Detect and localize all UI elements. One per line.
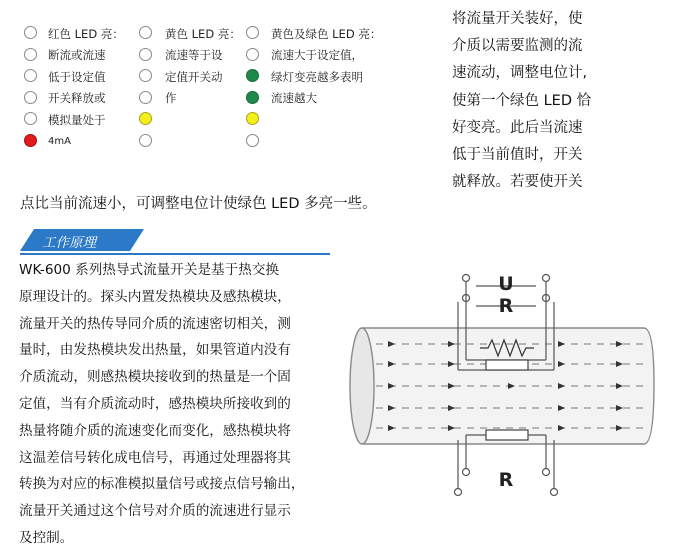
adjust-line: 将流量开关装好，使 xyxy=(452,11,583,27)
led-off-icon xyxy=(139,91,152,104)
principle-line: WK-600 系列热导式流量开关是基于热交换 xyxy=(19,262,280,278)
legend-yellow-line: 定值开关动 xyxy=(165,69,223,84)
adjust-line: 速流动，调整电位计, xyxy=(452,65,588,82)
led-column-green-group xyxy=(246,26,264,156)
adjust-line: 好变亮。此后当流速 xyxy=(452,119,583,136)
principle-line: 转换为对应的标准模拟量信号或接点信号输出， xyxy=(19,476,305,493)
legend-yellow-text xyxy=(165,24,241,110)
led-off-icon xyxy=(24,48,37,61)
led-column-yellow-group xyxy=(139,26,157,156)
legend-green-text xyxy=(271,24,381,110)
legend-red-line: 断流或流速 xyxy=(48,48,106,63)
legend-yellow-line: 黄色 LED 亮： xyxy=(165,27,241,41)
section-underline xyxy=(20,253,330,255)
legend-green-line: 绿灯变亮越多表明 xyxy=(271,69,363,84)
legend-yellow-line: 作 xyxy=(165,91,177,106)
led-column-red-group xyxy=(24,26,42,156)
legend-red-line: 开关释放或 xyxy=(48,91,106,106)
principle-line: 流量开关的热传导同介质的流速密切相关，测 xyxy=(19,315,291,332)
label-r-top: R xyxy=(498,295,514,317)
principle-line: 原理设计的。探头内置发热模块及感热模块， xyxy=(19,288,291,305)
principle-line: 介质流动，则感热模块接收到的热量是一个固 xyxy=(19,369,291,386)
section-title: 工作原理 xyxy=(42,235,96,251)
principle-line: 热量将随介质的流速变化而变化，感热模块将 xyxy=(19,422,291,439)
led-red-icon xyxy=(24,134,37,147)
led-yellow-icon xyxy=(246,112,259,125)
adjust-line: 就释放。若要使开关 xyxy=(452,174,583,191)
led-off-icon xyxy=(139,69,152,82)
adjust-paragraph xyxy=(452,6,602,196)
led-off-icon xyxy=(139,26,152,39)
principle-paragraph xyxy=(19,257,339,552)
led-off-icon xyxy=(246,26,259,39)
label-r-bottom: R xyxy=(498,469,514,491)
legend-red-line: 模拟量处于 xyxy=(48,112,106,127)
legend-yellow-line: 流速等于设 xyxy=(165,48,223,63)
adjust-continuation: 点比当前流速小，可调整电位计使绿色 LED 多亮一些。 xyxy=(20,196,377,212)
sensor-diagram xyxy=(348,268,660,498)
legend-red-line: 低于设定值 xyxy=(48,69,106,84)
led-off-icon xyxy=(24,69,37,82)
principle-line: 流量开关通过这个信号对介质的流速进行显示 xyxy=(19,503,291,520)
adjust-line: 低于当前值时，开关 xyxy=(452,147,583,164)
principle-line: 定值，当有介质流动时，感热模块所接收到的 xyxy=(19,395,291,412)
principle-line: 这温差信号转化成电信号，再通过处理器将其 xyxy=(19,449,291,466)
led-off-icon xyxy=(246,48,259,61)
led-green-icon xyxy=(246,69,259,82)
led-yellow-icon xyxy=(139,112,152,125)
led-off-icon xyxy=(246,134,259,147)
legend-red-text xyxy=(48,24,124,152)
led-off-icon xyxy=(139,48,152,61)
pipe-end xyxy=(350,328,374,444)
principle-line: 量时，由发热模块发出热量，如果管道内没有 xyxy=(19,342,291,359)
principle-line: 及控制。 xyxy=(19,529,74,546)
adjust-line: 使第一个绿色 LED 恰 xyxy=(452,92,592,109)
legend-red-line: 红色 LED 亮： xyxy=(48,27,124,41)
adjust-line: 介质以需要监测的流 xyxy=(452,38,583,55)
led-off-icon xyxy=(24,112,37,125)
legend-green-line: 黄色及绿色 LED 亮： xyxy=(271,27,382,41)
led-green-icon xyxy=(246,91,259,104)
legend-red-line: 4mA xyxy=(48,135,71,147)
label-u: U xyxy=(498,273,514,295)
led-off-icon xyxy=(24,26,37,39)
legend-green-line: 流速越大 xyxy=(271,91,317,106)
led-off-icon xyxy=(24,91,37,104)
led-off-icon xyxy=(139,134,152,147)
legend-green-line: 流速大于设定值， xyxy=(271,48,363,63)
